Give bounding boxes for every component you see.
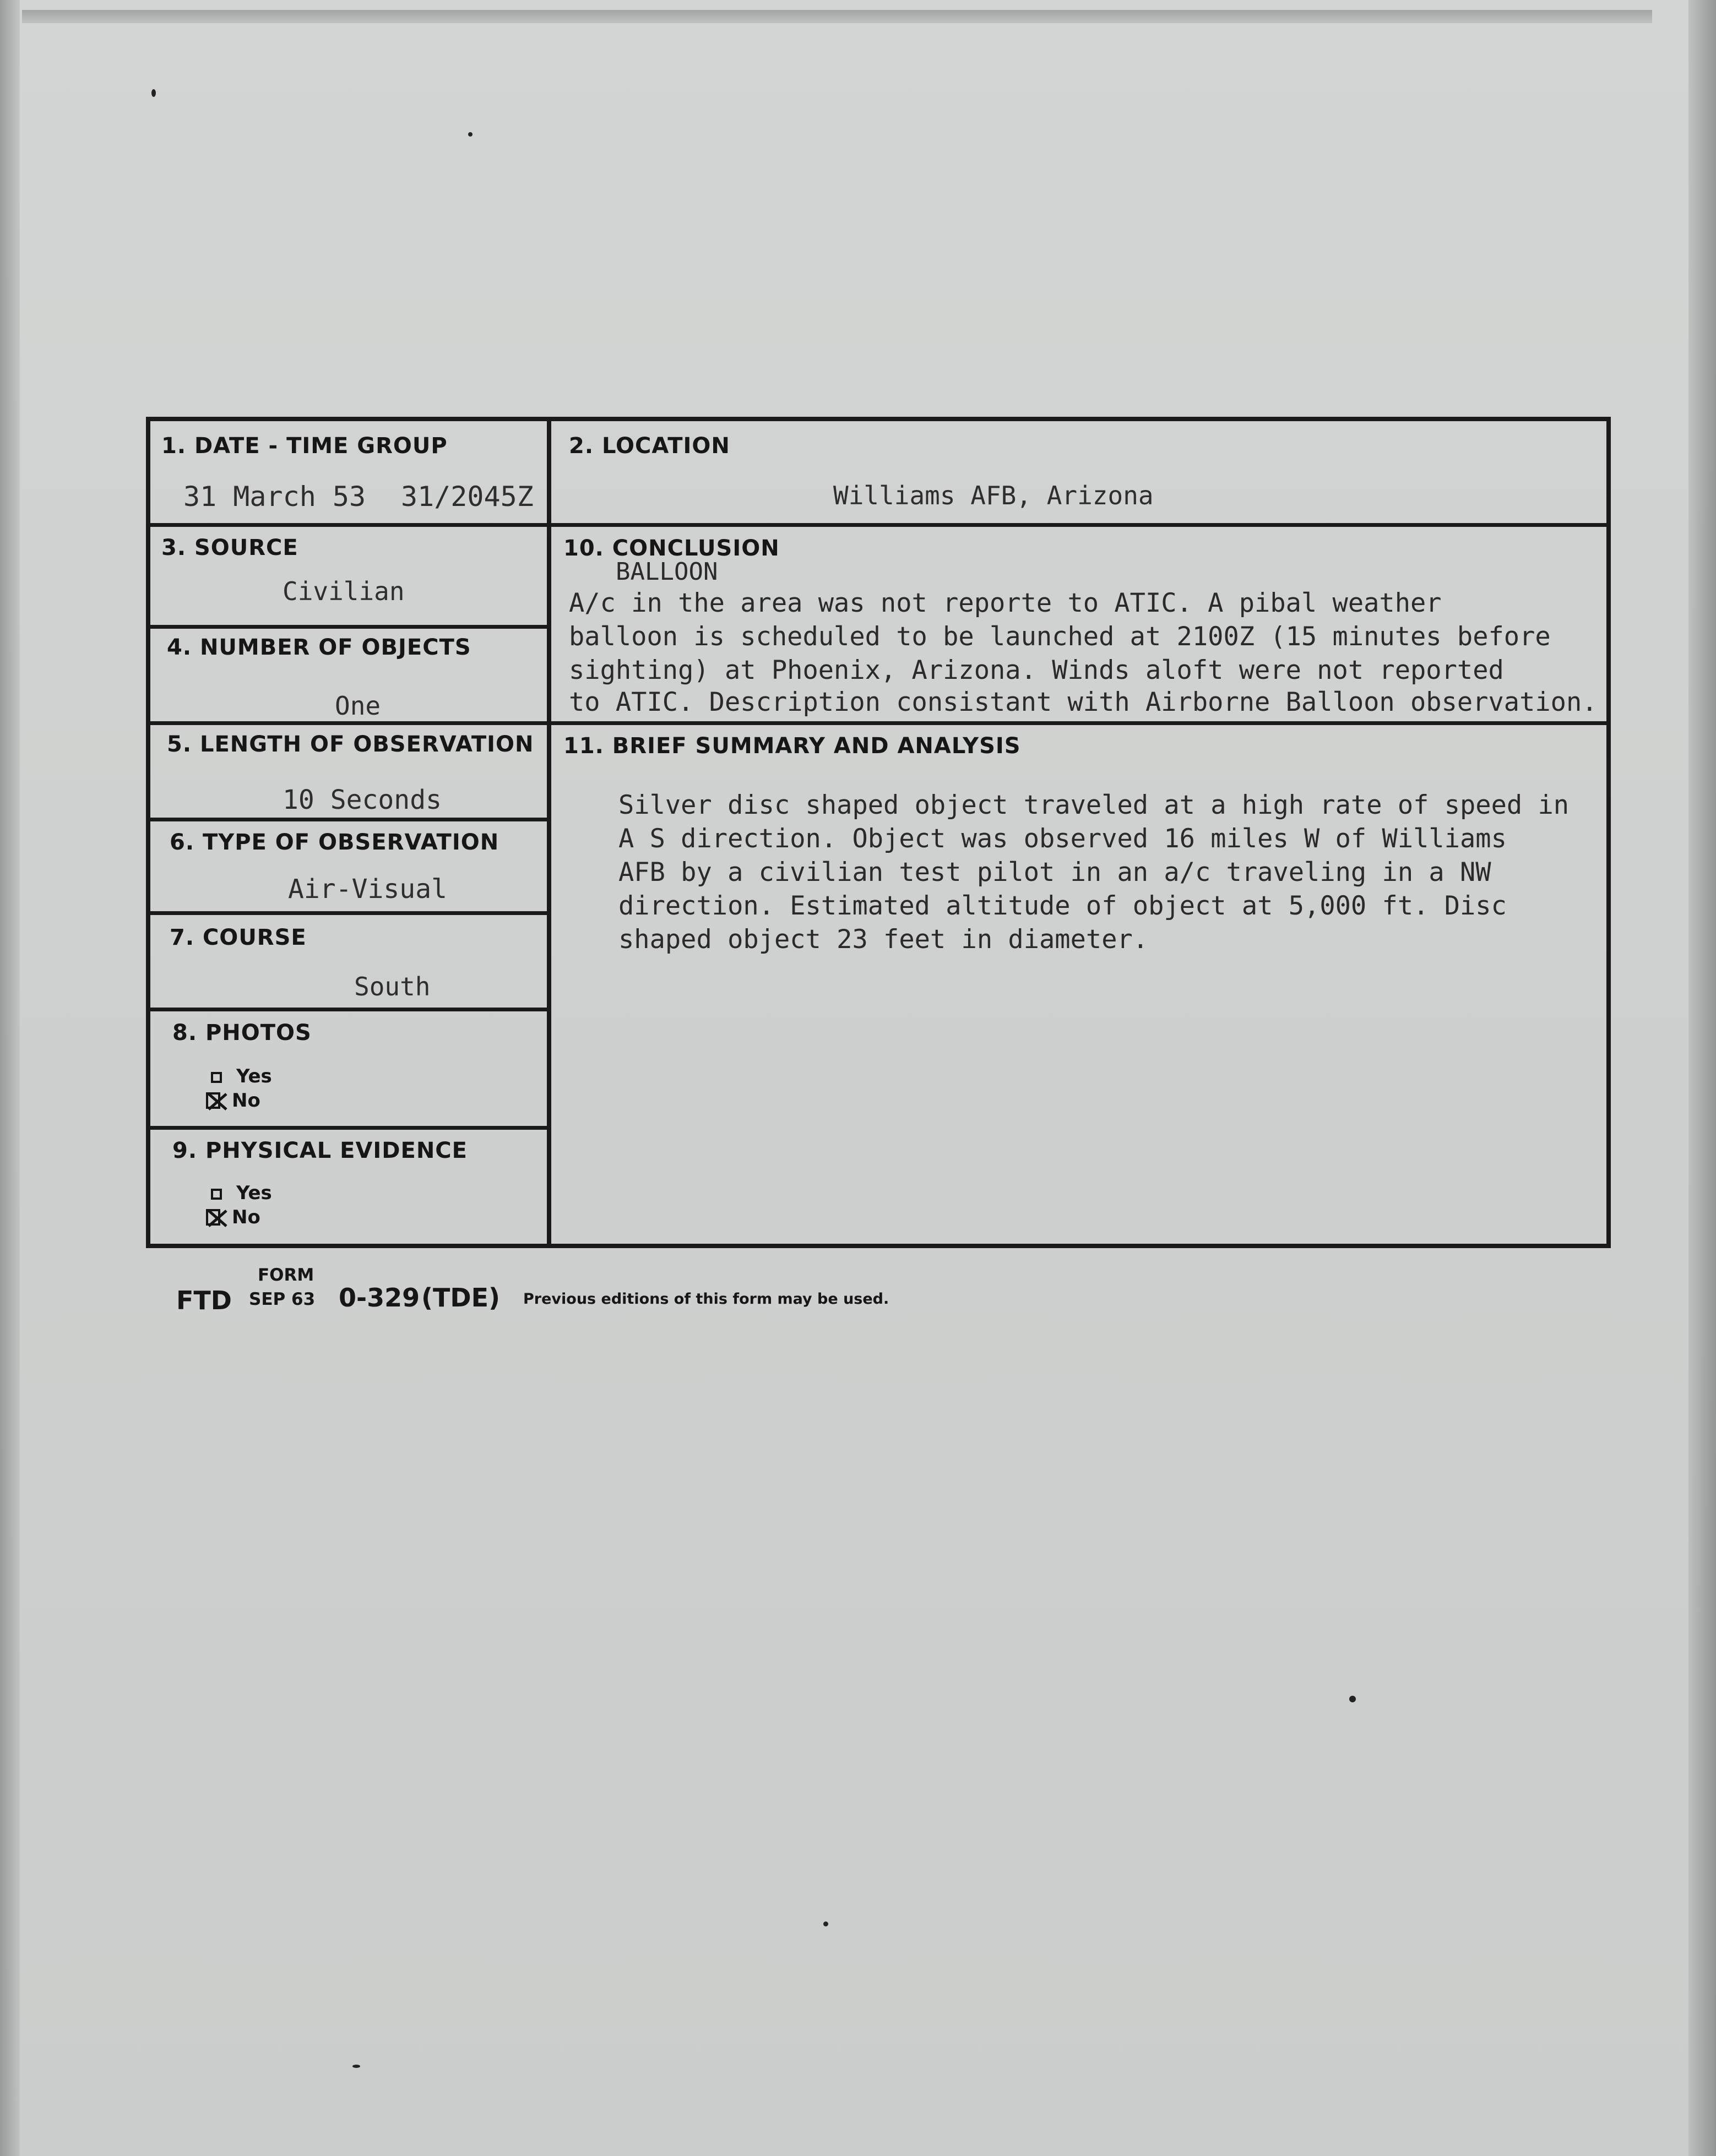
location-label: 2. LOCATION bbox=[569, 433, 730, 459]
conclusion-line: balloon is scheduled to be launched at 2100Z (15 minutes before bbox=[569, 622, 1551, 652]
footer-form-number: 0-329 bbox=[339, 1283, 420, 1313]
row-divider bbox=[547, 523, 1611, 527]
row-divider bbox=[150, 523, 551, 527]
physical-evidence-label: 9. PHYSICAL EVIDENCE bbox=[172, 1138, 468, 1163]
conclusion-title: BALLOON bbox=[616, 558, 718, 586]
type-of-observation-label: 6. TYPE OF OBSERVATION bbox=[170, 830, 499, 855]
scan-speck bbox=[1349, 1696, 1356, 1702]
photos-label: 8. PHOTOS bbox=[172, 1020, 312, 1046]
summary-label: 11. BRIEF SUMMARY AND ANALYSIS bbox=[563, 733, 1021, 759]
conclusion-line: A/c in the area was not reporte to ATIC. A pibal weather bbox=[569, 588, 1442, 618]
scan-right-edge bbox=[1688, 0, 1716, 2156]
number-of-objects-value: One bbox=[335, 691, 381, 721]
row-divider bbox=[150, 721, 551, 725]
checkbox-checked-icon bbox=[205, 1208, 230, 1228]
footer-note: Previous editions of this form may be used. bbox=[523, 1291, 889, 1308]
conclusion-label: 10. CONCLUSION bbox=[563, 536, 780, 561]
footer-tde: (TDE) bbox=[421, 1283, 501, 1313]
source-value: Civilian bbox=[283, 576, 405, 606]
checkbox-empty-icon bbox=[211, 1189, 222, 1200]
summary-line: direction. Estimated altitude of object at 5,000 ft. Disc bbox=[618, 891, 1507, 921]
scan-left-edge bbox=[0, 0, 20, 2156]
report-form bbox=[146, 417, 1611, 1248]
physical-evidence-yes-label: Yes bbox=[236, 1182, 272, 1204]
scan-speck bbox=[823, 1921, 828, 1926]
scan-speck bbox=[468, 132, 473, 137]
scan-speck bbox=[151, 89, 156, 97]
length-of-observation-value: 10 Seconds bbox=[283, 785, 442, 815]
scan-top-edge bbox=[22, 10, 1652, 23]
footer-form-word: FORM bbox=[258, 1265, 314, 1285]
physical-evidence-yes-option bbox=[211, 1182, 272, 1204]
row-divider bbox=[150, 818, 551, 821]
row-divider bbox=[150, 1126, 551, 1130]
location-value: Williams AFB, Arizona bbox=[833, 481, 1154, 510]
length-of-observation-label: 5. LENGTH OF OBSERVATION bbox=[167, 732, 534, 757]
footer-ftd: FTD bbox=[176, 1286, 232, 1315]
source-label: 3. SOURCE bbox=[161, 535, 298, 560]
date-time-group-label: 1. DATE - TIME GROUP bbox=[161, 433, 448, 459]
course-value: South bbox=[354, 972, 431, 1001]
summary-line: AFB by a civilian test pilot in an a/c traveling in a NW bbox=[618, 857, 1491, 888]
photos-no-label: No bbox=[232, 1090, 260, 1112]
footer-date: SEP 63 bbox=[249, 1289, 316, 1309]
photos-yes-label: Yes bbox=[236, 1065, 272, 1087]
photos-yes-option bbox=[211, 1065, 272, 1087]
physical-evidence-no-label: No bbox=[232, 1206, 260, 1228]
checkbox-empty-icon bbox=[211, 1072, 222, 1083]
type-of-observation-value: Air-Visual bbox=[288, 874, 447, 905]
conclusion-line: sighting) at Phoenix, Arizona. Winds aloft were not reported bbox=[569, 655, 1504, 685]
summary-line: shaped object 23 feet in diameter. bbox=[618, 924, 1149, 955]
row-divider bbox=[547, 721, 1611, 725]
date-value: 31 March 53 bbox=[183, 481, 366, 513]
summary-line: A S direction. Object was observed 16 miles W of Williams bbox=[618, 824, 1507, 854]
row-divider bbox=[150, 1008, 551, 1011]
course-label: 7. COURSE bbox=[170, 925, 307, 950]
physical-evidence-no-option bbox=[205, 1206, 260, 1228]
photos-no-option bbox=[205, 1090, 260, 1112]
row-divider bbox=[150, 625, 551, 629]
checkbox-checked-icon bbox=[205, 1092, 230, 1112]
column-divider bbox=[547, 421, 551, 1244]
row-divider bbox=[150, 911, 551, 915]
conclusion-line: to ATIC. Description consistant with Airborne Balloon observation. bbox=[569, 687, 1598, 717]
number-of-objects-label: 4. NUMBER OF OBJECTS bbox=[167, 635, 471, 660]
scan-speck bbox=[352, 2065, 360, 2068]
time-value: 31/2045Z bbox=[401, 481, 534, 513]
summary-line: Silver disc shaped object traveled at a high rate of speed in bbox=[618, 790, 1570, 820]
